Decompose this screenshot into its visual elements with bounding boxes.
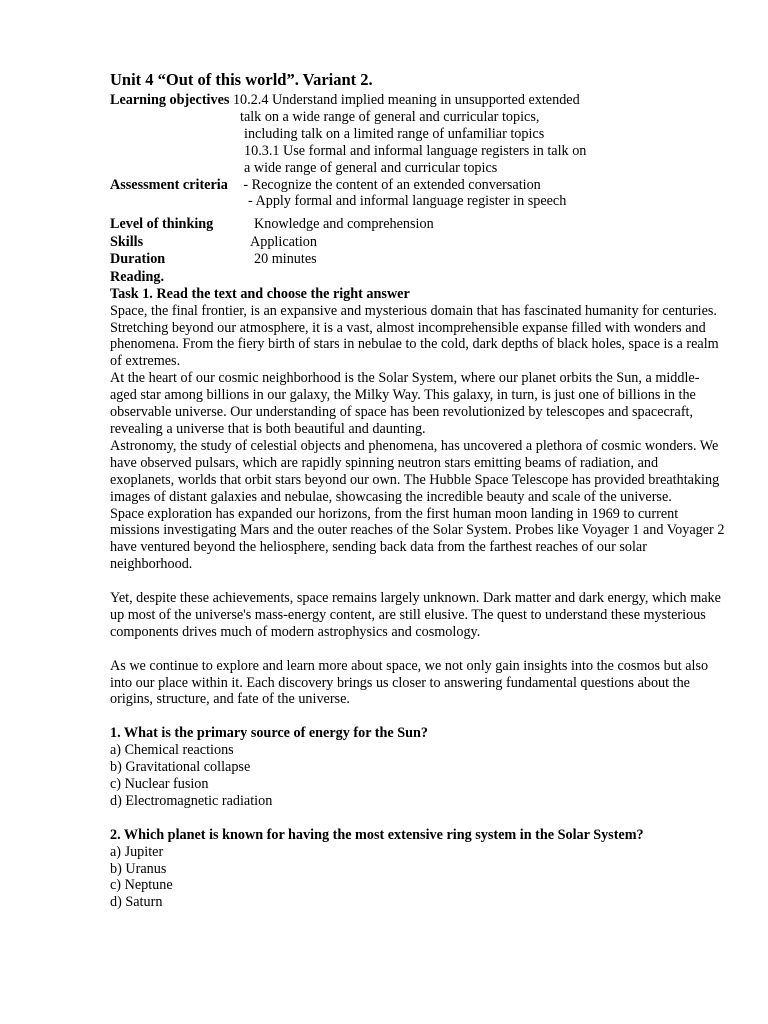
level-of-thinking-label: Level of thinking — [110, 216, 214, 233]
learning-objectives-row — [110, 92, 725, 109]
reading-paragraph: Astronomy, the study of celestial objects and phenomena, has uncovered a plethora of cosmic wonders. We have observed pulsars, which are rapidly spinning neutron stars emitting beams of radiation, and exoplanets, worlds that orbit stars beyond our own. The Hubble Space Telescope has provided breathtaking images of distant galaxies and nebulae, showcasing the incredible beauty and scale of the universe. — [110, 437, 720, 505]
page-title: Unit 4 “Out of this world”. Variant 2. — [110, 70, 373, 89]
answer-option: b) Uranus — [110, 860, 167, 877]
learning-objectives-label: Learning objectives — [110, 92, 230, 108]
level-of-thinking-value: Knowledge and comprehension — [254, 216, 434, 233]
assessment-criteria-label: Assessment criteria — [110, 176, 228, 193]
answer-option: d) Saturn — [110, 894, 163, 911]
reading-paragraph: Space exploration has expanded our horizons, from the first human moon landing in 1969 to current missions investigating Mars and the outer reaches of the Solar System. Probes like Voyager 1 and Voyager 2 have ventured beyond the heliosphere, sending back data from the farthest reaches of our solar neighborhood. — [110, 505, 725, 573]
skills-label: Skills — [110, 233, 144, 250]
answer-option: c) Nuclear fusion — [110, 775, 209, 792]
assessment-criterion-line: - Apply formal and informal language register in speech — [248, 193, 567, 210]
level-of-thinking-row — [110, 216, 725, 234]
answer-option: a) Chemical reactions — [110, 742, 234, 759]
task-heading: Task 1. Read the text and choose the right answer — [110, 285, 410, 302]
skills-value: Application — [250, 233, 317, 250]
learning-objective-line: talk on a wide range of general and curricular topics, — [240, 108, 540, 125]
assessment-criterion-line: - Recognize the content of an extended conversation — [243, 176, 541, 193]
question-text: 1. What is the primary source of energy for the Sun? — [110, 725, 429, 742]
reading-paragraph: As we continue to explore and learn more about space, we not only gain insights into the cosmos but also into our place within it. Each discovery brings us closer to answering fundamental questions about the origins, structure, and fate of the universe. — [110, 657, 709, 708]
duration-value: 20 minutes — [254, 251, 317, 268]
duration-label: Duration — [110, 251, 166, 268]
duration-row — [110, 251, 725, 269]
reading-paragraph: At the heart of our cosmic neighborhood is the Solar System, where our planet orbits the Sun, a middle-aged star among billions in our galaxy, the Milky Way. This galaxy, in turn, is just one of billions in the observable universe. Our understanding of space has been revolutionized by telescopes and spacecraft, revealing a universe that is both beautiful and daunting. — [110, 370, 700, 437]
learning-objective-line: a wide range of general and curricular topics — [244, 159, 498, 176]
learning-objective-line: 10.3.1 Use formal and informal language registers in talk on — [244, 142, 587, 159]
question-text: 2. Which planet is known for having the most extensive ring system in the Solar System? — [110, 826, 644, 843]
answer-option: d) Electromagnetic radiation — [110, 792, 273, 809]
answer-option: c) Neptune — [110, 877, 173, 894]
assessment-criteria-row — [110, 177, 725, 194]
answer-option: b) Gravitational collapse — [110, 759, 251, 776]
section-label: Reading. — [110, 268, 164, 285]
skills-row — [110, 234, 725, 252]
document-page — [110, 70, 725, 911]
learning-objective-line: 10.2.4 Understand implied meaning in unsupported extended — [232, 92, 580, 108]
reading-paragraph: Yet, despite these achievements, space remains largely unknown. Dark matter and dark energy, which make up most of the universe's mass-energy content, are still elusive. The quest to understand these mysterious components drives much of modern astrophysics and cosmology. — [110, 590, 721, 640]
answer-option: a) Jupiter — [110, 843, 164, 860]
reading-paragraph: Space, the final frontier, is an expansive and mysterious domain that has fascinated humanity for centuries. Stretching beyond our atmosphere, it is a vast, almost incomprehensible expanse filled with wonders and phenomena. From the fiery birth of stars in nebulae to the cold, dark depths of black holes, space is a realm of extremes. — [110, 302, 719, 370]
learning-objective-line: including talk on a limited range of unfamiliar topics — [244, 125, 545, 142]
